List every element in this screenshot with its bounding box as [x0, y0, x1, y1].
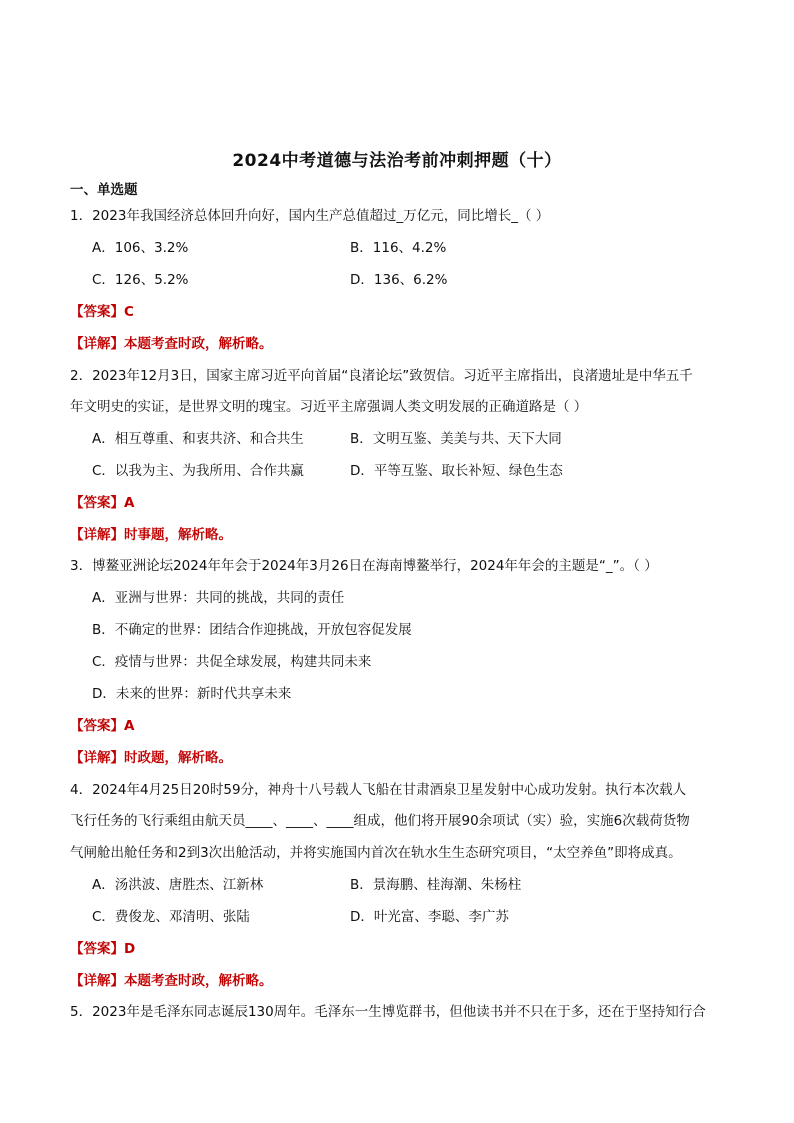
detail-text: 时政题，解析略。 — [124, 750, 232, 766]
detail-label: 【详解】 — [70, 973, 124, 989]
question-1-detail — [70, 334, 730, 354]
question-2-detail — [70, 525, 730, 545]
page-title: 2024中考道德与法治考前冲刺押题（十） — [232, 151, 562, 171]
answer-label: 【答案】 — [70, 718, 124, 734]
answer-value: A — [124, 718, 135, 734]
question-3-option-a: A．亚洲与世界：共同的挑战，共同的责任 — [92, 590, 345, 606]
question-2-option-c: C．以我为主、为我所用、合作共赢 — [92, 463, 304, 479]
question-4-stem-line-1: 4．2024年4月25日20时59分，神舟十八号载人飞船在甘肃酒泉卫星发射中心成功发射。执行本次载人 — [70, 782, 687, 798]
question-3-option-c: C．疫情与世界：共促全球发展，构建共同未来 — [92, 654, 372, 670]
question-4-stem-line-2: 飞行任务的飞行乘组由航天员____、____、____组成，他们将开展90余项试（实）验，实施6次载荷货物 — [70, 813, 690, 829]
question-2-option-d: D．平等互鉴、取长补短、绿色生态 — [350, 463, 563, 479]
question-3-option-b: B．不确定的世界：团结合作迎挑战，开放包容促发展 — [92, 622, 412, 638]
detail-label: 【详解】 — [70, 527, 124, 543]
detail-text: 时事题，解析略。 — [124, 527, 232, 543]
question-4-stem-line-3: 气闸舱出舱任务和2到3次出舱活动，并将实施国内首次在轨水生生态研究项目，“太空养鱼”即将成真。 — [70, 845, 682, 861]
question-4-option-a: A．汤洪波、唐胜杰、江新林 — [92, 877, 264, 893]
question-1-option-a: A．106、3.2% — [92, 240, 189, 256]
question-2-option-a: A．相互尊重、和衷共济、和合共生 — [92, 431, 304, 447]
question-2-option-b: B．文明互鉴、美美与共、天下大同 — [350, 431, 562, 447]
detail-text: 本题考查时政，解析略。 — [124, 336, 273, 352]
question-4-option-c: C．费俊龙、邓清明、张陆 — [92, 909, 250, 925]
question-4-answer — [70, 939, 730, 959]
question-5-stem-line-1: 5．2023年是毛泽东同志诞辰130周年。毛泽东一生博览群书，但他读书并不只在于多，还在于坚持知行合 — [70, 1004, 706, 1020]
question-3-answer — [70, 716, 730, 736]
question-1-option-d: D．136、6.2% — [350, 272, 448, 288]
question-4-option-d: D．叶光富、李聪、李广苏 — [350, 909, 509, 925]
question-1-answer — [70, 302, 730, 322]
question-2-answer — [70, 493, 730, 513]
question-3-detail — [70, 748, 730, 768]
answer-label: 【答案】 — [70, 941, 124, 957]
detail-label: 【详解】 — [70, 750, 124, 766]
question-2-stem-line-2: 年文明史的实证，是世界文明的瑰宝。习近平主席强调人类文明发展的正确道路是（ ） — [70, 399, 588, 415]
detail-text: 本题考查时政，解析略。 — [124, 973, 273, 989]
question-3-stem: 3．博鳌亚洲论坛2024年年会于2024年3月26日在海南博鳌举行，2024年年会的主题是“_”。（ ） — [70, 558, 658, 574]
answer-value: C — [124, 304, 134, 320]
question-1-stem: 1．2023年我国经济总体回升向好，国内生产总值超过_万亿元，同比增长_（ ） — [70, 208, 550, 224]
question-3-option-d: D．未来的世界：新时代共享未来 — [92, 686, 292, 702]
detail-label: 【详解】 — [70, 336, 124, 352]
question-2-stem-line-1: 2．2023年12月3日，国家主席习近平向首届“良渚论坛”致贺信。习近平主席指出，良渚遗址是中华五千 — [70, 368, 693, 384]
question-4-detail — [70, 971, 730, 991]
question-4-option-b: B．景海鹏、桂海潮、朱杨柱 — [350, 877, 522, 893]
question-1-option-b: B．116、4.2% — [350, 240, 447, 256]
question-1-option-c: C．126、5.2% — [92, 272, 189, 288]
section-heading: 一、单选题 — [70, 182, 138, 198]
answer-label: 【答案】 — [70, 304, 124, 320]
answer-value: A — [124, 495, 135, 511]
answer-label: 【答案】 — [70, 495, 124, 511]
answer-value: D — [124, 941, 136, 957]
